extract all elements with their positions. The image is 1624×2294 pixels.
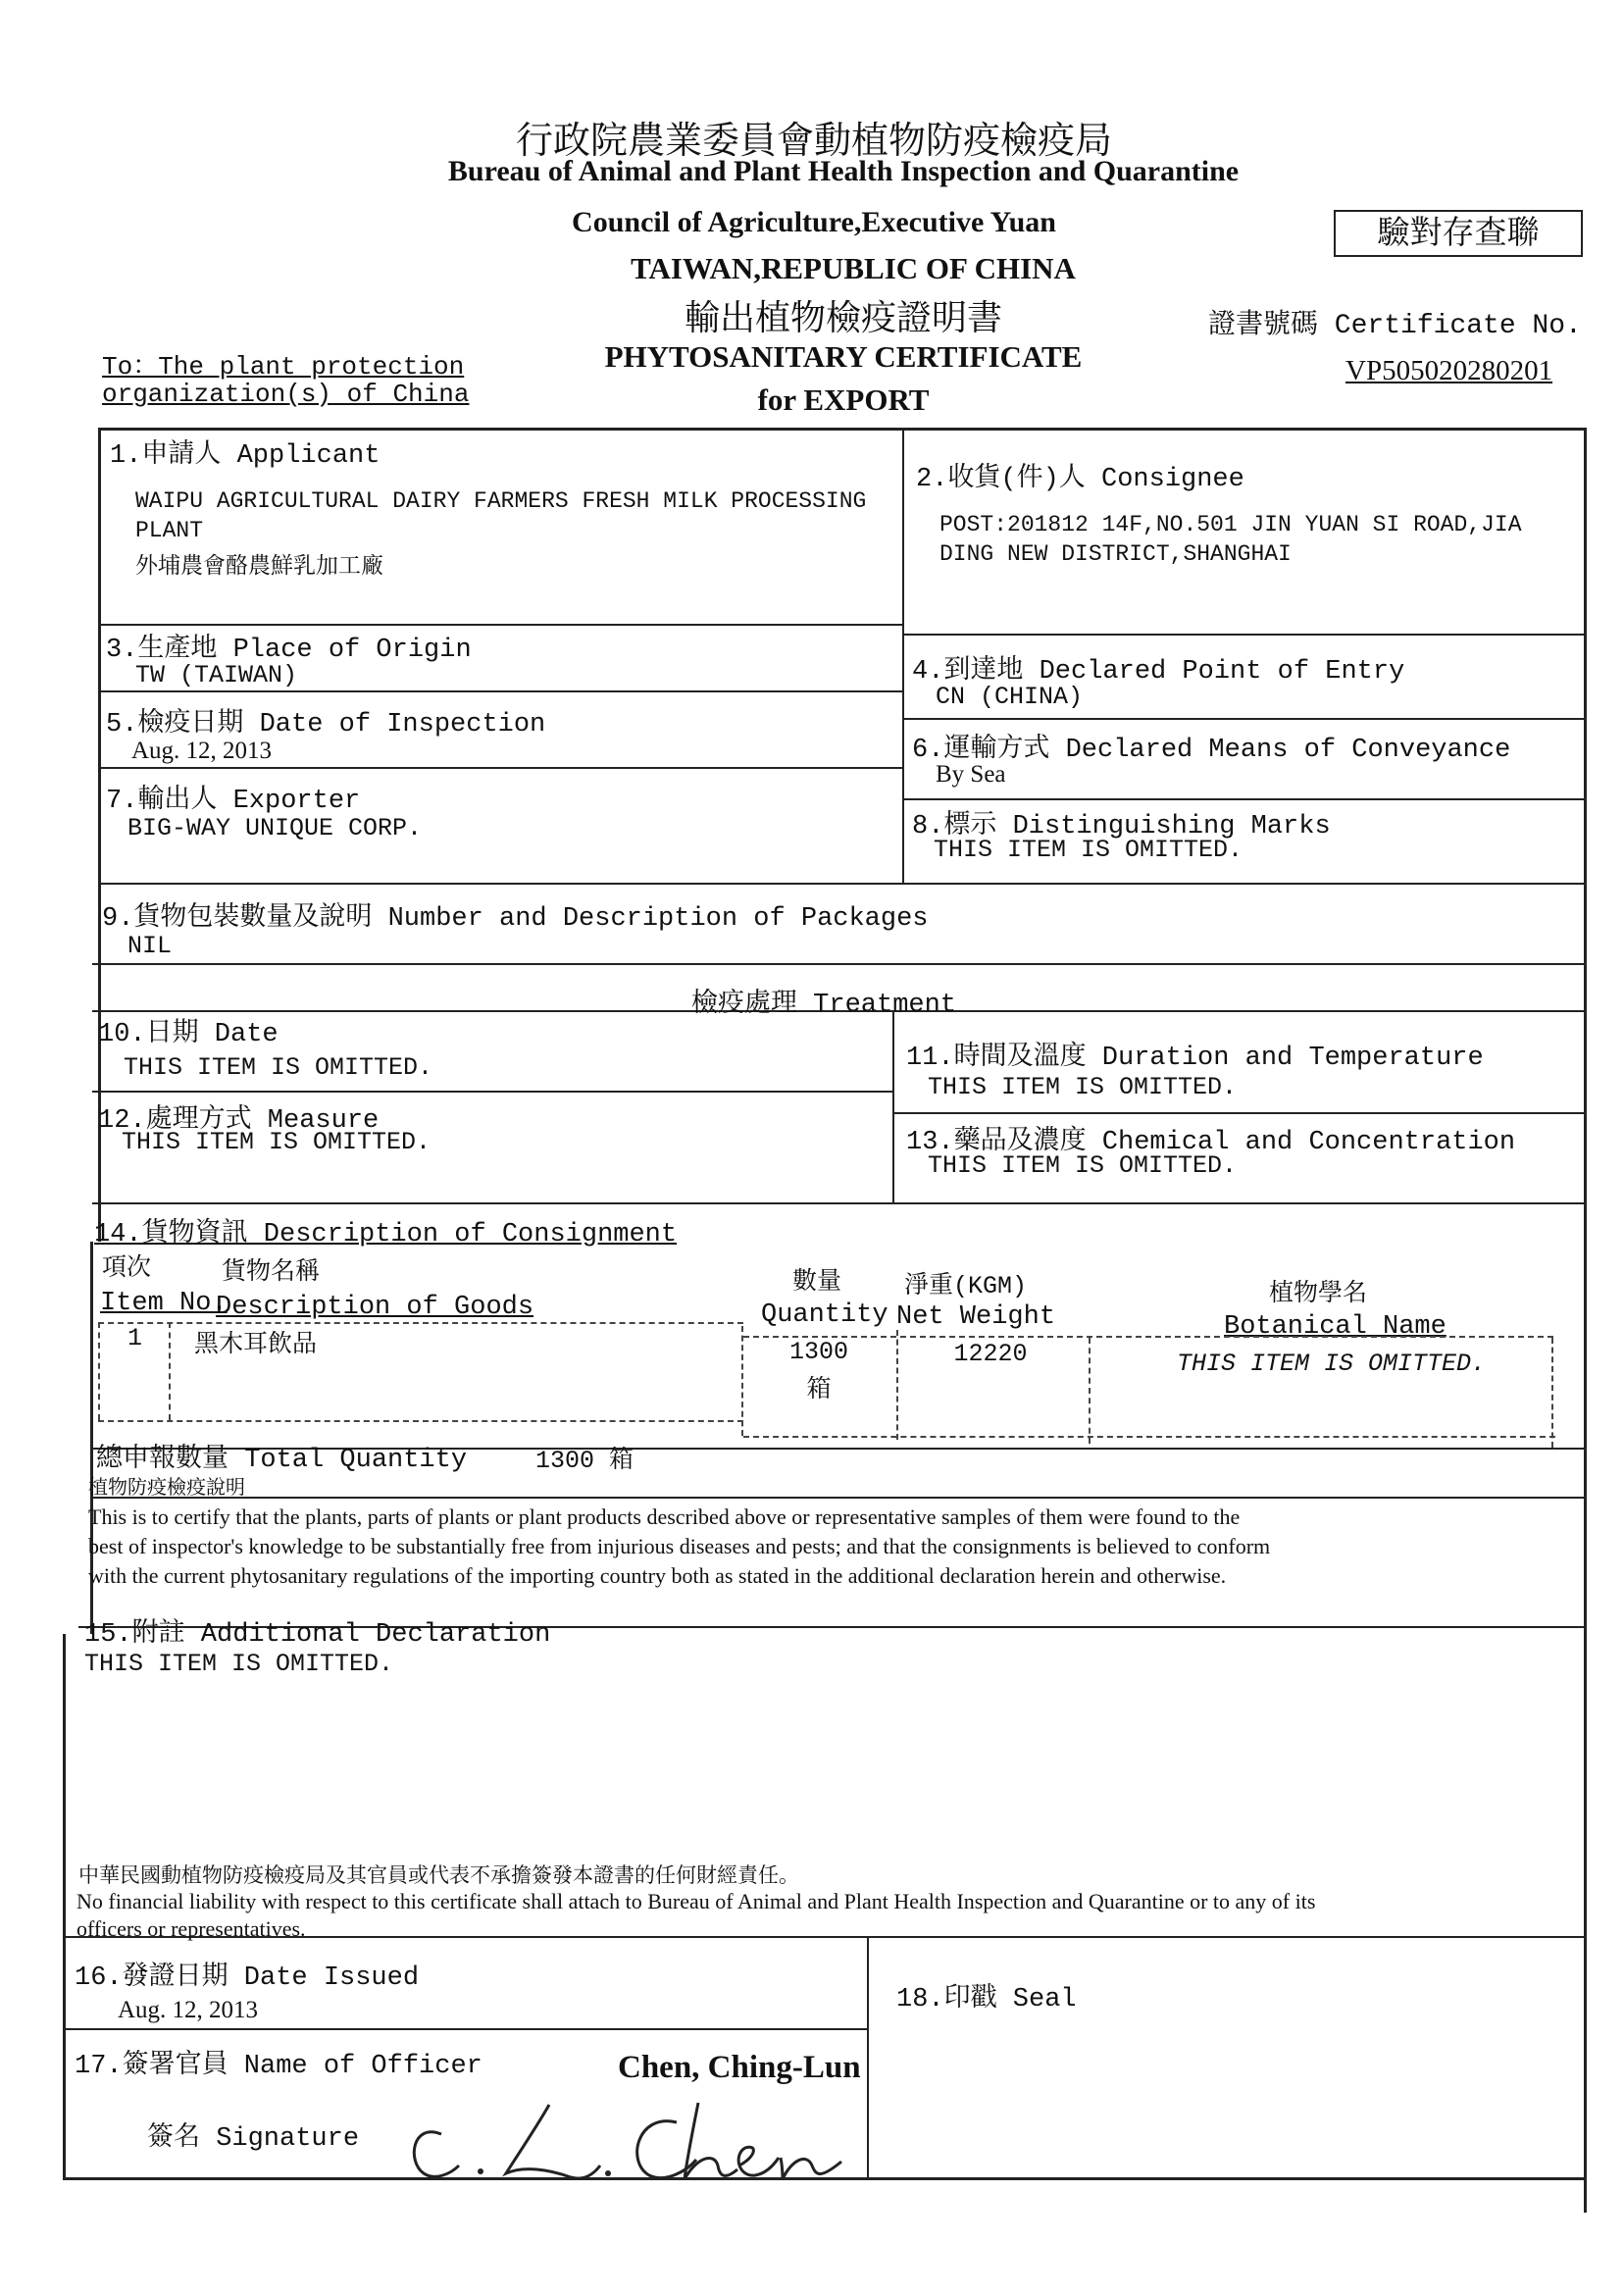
entry-label: 4.到達地 Declared Point of Entry [912, 657, 1405, 687]
col-item-zh: 項次 [102, 1254, 152, 1283]
to-line2: organization(s) of China [102, 380, 470, 409]
col-item-en: Item No. [100, 1289, 228, 1318]
row-weight: 12220 [953, 1340, 1028, 1368]
col-goods-zh: 貨物名稱 [222, 1258, 321, 1287]
cert-for: for EXPORT [757, 382, 930, 417]
col-weight-zh: 淨重(KGM) [904, 1272, 1028, 1300]
inspection-value: Aug. 12, 2013 [131, 738, 273, 764]
entry-value: CN (CHINA) [936, 683, 1084, 711]
agency-zh: 行政院農業委員會動植物防疫檢疫局 [515, 121, 1112, 162]
col-qty-en: Quantity [761, 1300, 888, 1330]
row-qty: 1300 [788, 1338, 848, 1366]
date-issued-label: 16.發證日期 Date Issued [75, 1963, 420, 1993]
officer-label: 17.簽署官員 Name of Officer [75, 2052, 482, 2081]
consignee-label: 2.收貨(件)人 Consignee [916, 465, 1244, 494]
liability-en-line1: No financial liability with respect to this certificate shall attach to Bureau of Animal and Plant Health Inspection and Quarantine or to any of its [76, 1889, 1316, 1913]
conveyance-label: 6.運輸方式 Declared Means of Conveyance [912, 736, 1511, 765]
chemical-value: THIS ITEM IS OMITTED. [928, 1151, 1238, 1180]
applicant-line2: PLANT [135, 518, 204, 543]
applicant-label: 1.申請人 Applicant [110, 441, 381, 471]
origin-value: TW (TAIWAN) [135, 661, 298, 689]
origin-label: 3.生產地 Place of Origin [106, 636, 472, 665]
to-line1: To：The plant protection [102, 352, 465, 382]
certification-line3: with the current phytosanitary regulations of the importing country both as stated in the additional declaration herein and otherwise. [88, 1563, 1227, 1588]
additional-value: THIS ITEM IS OMITTED. [84, 1650, 394, 1678]
col-goods-en: Description of Goods [216, 1293, 534, 1322]
total-quantity-label: 總申報數量 Total Quantity [96, 1446, 468, 1475]
duration-value: THIS ITEM IS OMITTED. [928, 1073, 1238, 1101]
additional-label: 15.附註 Additional Declaration [84, 1620, 551, 1650]
col-botanical-en: Botanical Name [1224, 1312, 1446, 1342]
consignee-line2: DING NEW DISTRICT,SHANGHAI [939, 541, 1292, 567]
marks-label: 8.標示 Distinguishing Marks [912, 812, 1331, 841]
measure-value: THIS ITEM IS OMITTED. [122, 1128, 431, 1156]
exporter-label: 7.輸出人 Exporter [106, 787, 361, 816]
applicant-line3: 外埔農會酪農鮮乳加工廠 [135, 554, 383, 580]
col-qty-zh: 數量 [792, 1268, 842, 1297]
exporter-value: BIG-WAY UNIQUE CORP. [127, 814, 423, 842]
certification-line2: best of inspector's knowledge to be substantially free from injurious diseases and pests; and that the consignments is believed to conform [88, 1534, 1271, 1558]
cert-no: VP505020280201 [1345, 355, 1553, 386]
council: Council of Agriculture,Executive Yuan [572, 206, 1056, 238]
signature-icon [402, 2083, 863, 2191]
row-unit: 箱 [806, 1376, 832, 1404]
consignment-label: 14.貨物資訊 Description of Consignment [94, 1220, 678, 1249]
row-item: 1 [127, 1324, 143, 1352]
treatment-heading: 檢疫處理 Treatment [690, 991, 957, 1020]
total-quantity-value: 1300 箱 [535, 1447, 634, 1475]
agency-en: Bureau of Animal and Plant Health Inspection and Quarantine [447, 155, 1240, 187]
country: TAIWAN,REPUBLIC OF CHINA [631, 251, 1076, 285]
chemical-label: 13.藥品及濃度 Chemical and Concentration [906, 1128, 1516, 1157]
certification-line1: This is to certify that the plants, parts of plants or plant products described above or representative samples of them were found to the [88, 1504, 1241, 1529]
conveyance-value: By Sea [936, 761, 1006, 788]
measure-label: 12.處理方式 Measure [98, 1106, 380, 1136]
seal-label: 18.印戳 Seal [896, 1985, 1077, 2014]
cert-title-en: PHYTOSANITARY CERTIFICATE [604, 339, 1083, 374]
packages-value: NIL [127, 932, 173, 960]
certification-heading: 植物防疫檢疫說明 [88, 1478, 245, 1501]
inspection-label: 5.檢疫日期 Date of Inspection [106, 710, 546, 739]
treatment-date-value: THIS ITEM IS OMITTED. [124, 1053, 433, 1082]
cert-no-label: 證書號碼 Certificate No. [1208, 311, 1582, 341]
col-botanical-zh: 植物學名 [1269, 1280, 1368, 1308]
applicant-line1: WAIPU AGRICULTURAL DAIRY FARMERS FRESH MILK PROCESSING [135, 488, 867, 514]
row-botanical: THIS ITEM IS OMITTED. [1177, 1350, 1487, 1378]
treatment-date-label: 10.日期 Date [98, 1020, 279, 1049]
date-issued-value: Aug. 12, 2013 [118, 1997, 259, 2023]
consignee-line1: POST:201812 14F,NO.501 JIN YUAN SI ROAD,JIA [939, 512, 1522, 537]
liability-zh: 中華民國動植物防疫檢疫局及其官員或代表不承擔簽發本證書的任何財經責任。 [78, 1866, 799, 1889]
duration-label: 11.時間及溫度 Duration and Temperature [906, 1044, 1484, 1073]
cert-title-zh: 輸出植物檢疫證明書 [684, 298, 1002, 337]
col-weight-en: Net Weight [896, 1302, 1056, 1332]
signature-label: 簽名 Signature [147, 2124, 360, 2154]
row-goods: 黑木耳飲品 [194, 1331, 318, 1359]
packages-label: 9.貨物包裝數量及說明 Number and Description of Packages [102, 904, 929, 934]
copy-stamp: 驗對存查聯 [1334, 210, 1583, 257]
liability-en-line2: officers or representatives. [76, 1916, 306, 1941]
marks-value: THIS ITEM IS OMITTED. [934, 836, 1243, 864]
officer-name: Chen, Ching-Lun [618, 2050, 861, 2085]
